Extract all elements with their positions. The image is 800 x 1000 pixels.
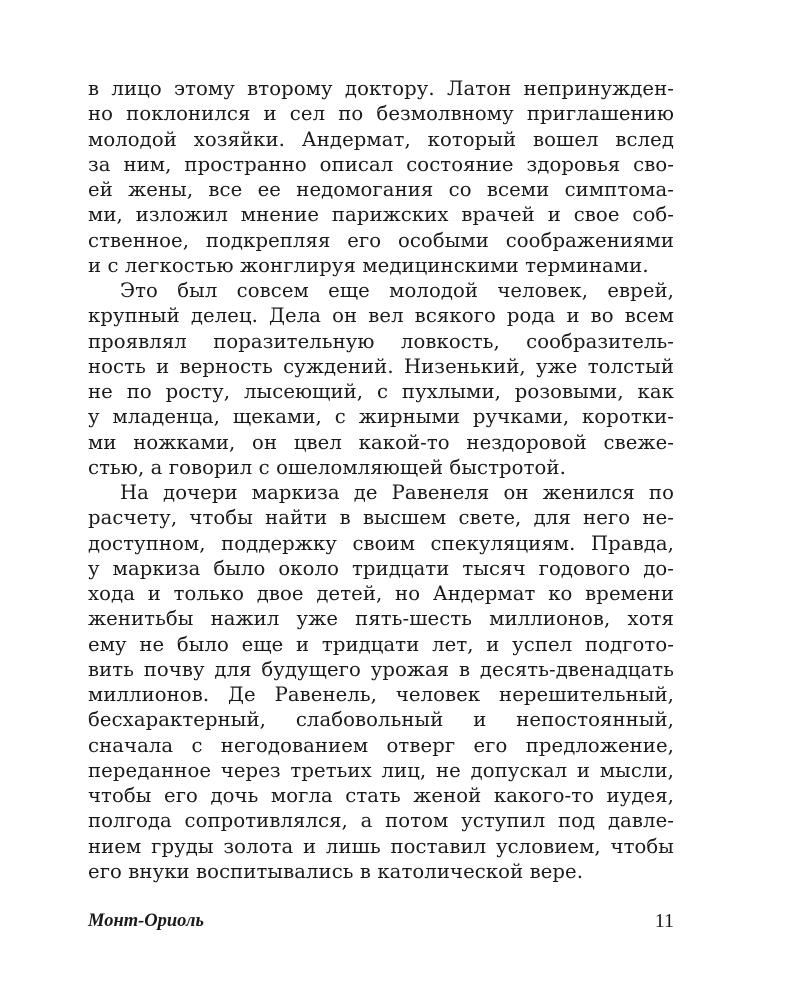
text-line: у маркиза было около тридцати тысяч годового до- <box>88 556 674 580</box>
paragraph-start-line: Это был совсем еще молодой человек, еврей, <box>120 279 674 302</box>
page-footer <box>88 906 674 936</box>
text-line: в лицо этому второму доктору. Латон непринужден- <box>88 77 674 100</box>
text-line: проявлял поразительную ловкость, сообразитель- <box>88 329 674 353</box>
page-body <box>88 76 674 884</box>
page-number: 11 <box>654 910 674 932</box>
text-line: хода и только двое детей, но Андермат ко времени <box>88 582 674 605</box>
text-line: бесхарактерный, слабовольный и непостоянный, <box>88 708 674 732</box>
text-line: ей жены, все ее недомогания со всеми симптома- <box>88 178 674 201</box>
text-line: за ним, пространно описал состояние здоровья сво- <box>88 152 674 176</box>
text-line: не по росту, лысеющий, с пухлыми, розовыми, как <box>88 380 674 403</box>
text-line: стью, а говорил с ошеломляющей быстротой. <box>88 455 566 479</box>
text-line: молодой хозяйки. Андермат, который вошел вслед <box>88 127 674 151</box>
text-line: вить почву для будущего урожая в десять-двенадцать <box>88 657 674 681</box>
text-line: нием груды золота и лишь поставил условием, чтобы <box>88 834 674 858</box>
text-line: ственное, подкрепляя его особыми соображениями <box>88 228 674 252</box>
paragraph-start-line: На дочери маркиза де Равенеля он женился по <box>120 481 674 504</box>
text-line: расчету, чтобы найти в высшем свете, для него не- <box>88 506 674 530</box>
running-title: Монт-Ориоль <box>88 911 204 931</box>
text-line: крупный делец. Дела он вел всякого рода и во всем <box>88 304 674 328</box>
text-line: и с легкостью жонглируя медицинскими терминами. <box>88 253 649 277</box>
text-line: доступном, поддержку своим спекуляциям. Правда, <box>88 531 674 555</box>
text-line: чтобы его дочь могла стать женой какого-то иудея, <box>88 784 674 807</box>
text-line: полгода сопротивлялся, а потом уступил под давле- <box>88 809 674 833</box>
text-line: ми ножками, он цвел какой-то нездоровой свеже- <box>88 430 674 454</box>
text-line: его внуки воспитывались в католической вере. <box>88 859 584 883</box>
text-line: ему не было еще и тридцати лет, и успел подгото- <box>88 632 674 656</box>
text-line: но поклонился и сел по безмолвному приглашению <box>88 102 674 126</box>
text-line: ми, изложил мнение парижских врачей и свое соб- <box>88 203 674 227</box>
text-line: у младенца, щеками, с жирными ручками, коротки- <box>88 405 674 429</box>
text-line: женитьбы нажил уже пять-шесть миллионов, хотя <box>88 607 674 631</box>
text-line: ность и верность суждений. Низенький, уже толстый <box>88 354 674 378</box>
text-line: сначала с негодованием отверг его предложение, <box>88 733 674 757</box>
text-line: переданное через третьих лиц, не допускал и мысли, <box>88 758 674 782</box>
text-line: миллионов. Де Равенель, человек нерешительный, <box>88 683 674 706</box>
